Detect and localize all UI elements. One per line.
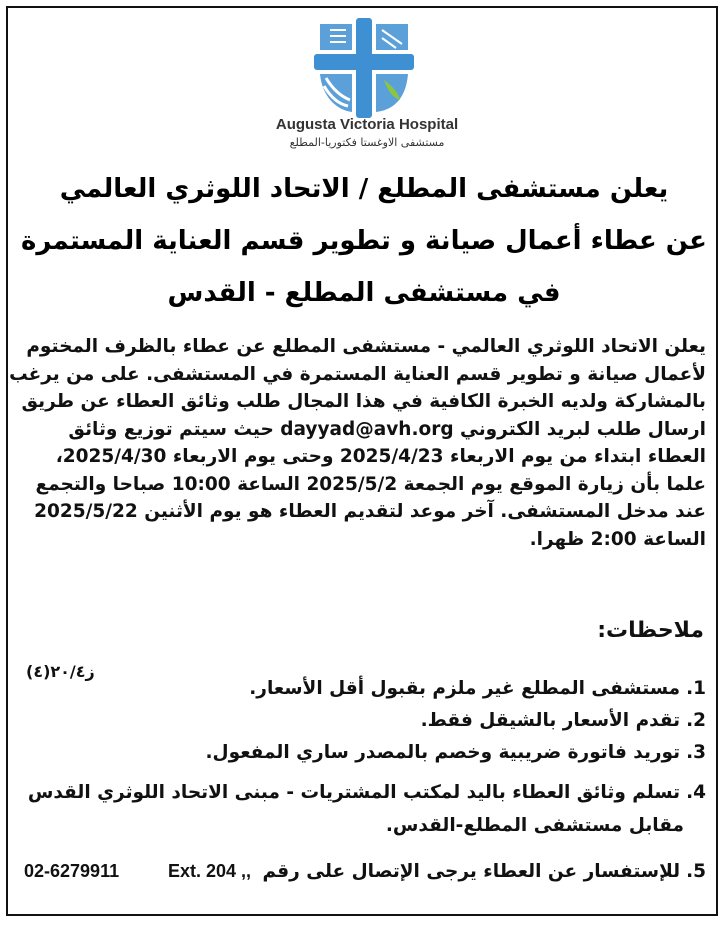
headline-line-1: يعلن مستشفى المطلع / الاتحاد اللوثري العالمي <box>59 174 669 204</box>
note-item <box>28 782 706 803</box>
note-text: مقابل مستشفى المطلع-القدس. <box>385 815 684 836</box>
body-line: الساعة 2:00 ظهرا. <box>529 528 706 550</box>
note-item <box>263 861 706 882</box>
hospital-name-ar: مستشفى الاوغستا فكتوريا-المطلع <box>289 136 445 149</box>
note-number: 1. <box>686 678 706 699</box>
phone-number: 02-6279911 <box>24 861 120 881</box>
announcement-body <box>9 333 706 553</box>
note-number: 2. <box>686 710 706 731</box>
extension: Ext. 204 ,, <box>168 861 252 881</box>
note-number: 4. <box>686 782 706 803</box>
note-item <box>206 742 706 763</box>
note-number: 5. <box>686 861 706 882</box>
note-item <box>249 678 706 699</box>
body-line: العطاء ابتداء من يوم الاربعاء 2025/4/23 وحتى يوم الاربعاء 2025/4/30، <box>55 446 706 467</box>
reference-code: ز٢٠/٤(٤) <box>26 662 95 681</box>
hospital-name-en: Augusta Victoria Hospital <box>275 116 459 133</box>
note-item <box>421 710 706 731</box>
hospital-logo-icon <box>312 16 416 120</box>
body-line: يعلن الاتحاد اللوثري العالمي - مستشفى المطلع عن عطاء بالظرف المختوم <box>26 336 706 357</box>
note-text: تقدم الأسعار بالشيقل فقط. <box>420 710 681 731</box>
note-item-continuation <box>386 815 684 836</box>
note-text: مستشفى المطلع غير ملزم بقبول أقل الأسعار. <box>249 678 681 699</box>
body-line: لأعمال صيانة و تطوير قسم العناية المستمرة في المستشفى. على من يرغب <box>9 363 706 385</box>
headline-line-3: في مستشفى المطلع - القدس <box>167 278 561 308</box>
body-line-email: ارسال طلب لبريد الكتروني dayyad@avh.org حيث سيتم توزيع وثائق <box>68 418 706 440</box>
note-number: 3. <box>686 742 706 763</box>
note-text: للإستفسار عن العطاء يرجى الإتصال على رقم <box>262 861 681 882</box>
body-line: علما بأن زيارة الموقع يوم الجمعة 2025/5/2 الساعة 10:00 صباحا والتجمع <box>35 473 706 495</box>
body-line: بالمشاركة ولديه الخبرة الكافية في هذا المجال طلب وثائق العطاء عن طريق <box>21 391 706 412</box>
body-line: عند مدخل المستشفى. آخر موعد لتقديم العطاء هو يوم الأثنين 2025/5/22 <box>34 501 706 522</box>
notes-title: ملاحظات: <box>597 618 704 643</box>
note-text: توريد فاتورة ضريبية وخصم بالمصدر ساري المفعول. <box>205 742 681 763</box>
note-text: تسلم وثائق العطاء باليد لمكتب المشتريات - مبنى الاتحاد اللوثري القدس <box>27 782 681 803</box>
headline-line-2: عن عطاء أعمال صيانة و تطوير قسم العناية المستمرة <box>21 226 707 256</box>
